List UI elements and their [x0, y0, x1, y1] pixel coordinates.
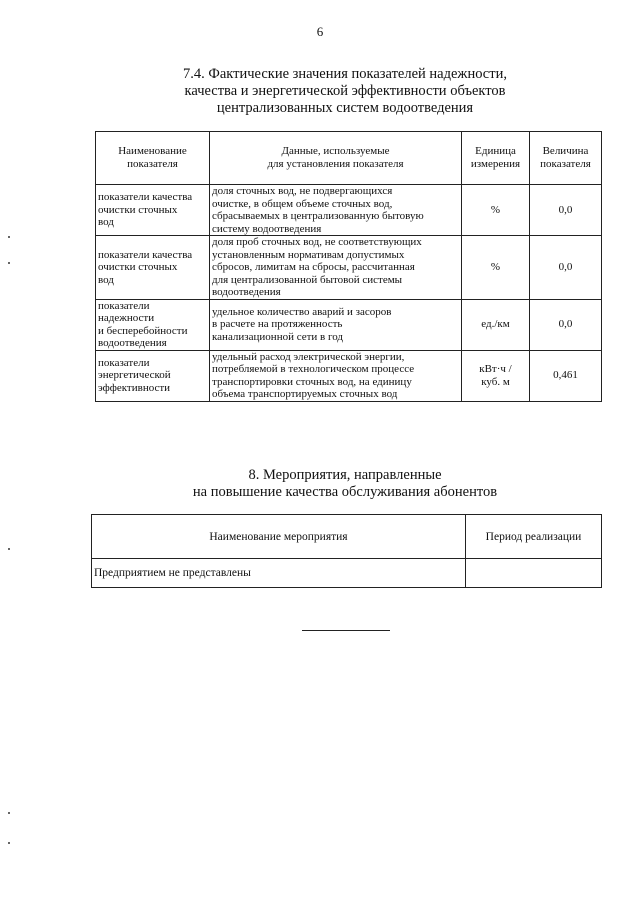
- title-line: 7.4. Фактические значения показателей надежности,: [183, 66, 507, 82]
- cell-line: сбрасываемых в централизованную бытовую: [212, 210, 424, 222]
- cell-line: энергетической: [98, 369, 171, 382]
- indicator-name: [96, 350, 210, 401]
- indicator-unit: [462, 236, 530, 300]
- cell-line: удельное количество аварий и засоров: [212, 305, 392, 318]
- closing-rule: [302, 630, 390, 631]
- header-data: [210, 132, 462, 185]
- page-number: 6: [316, 24, 324, 39]
- cell-line: надежности: [98, 312, 155, 324]
- cell-line: кВт·ч /: [479, 363, 512, 375]
- table-row: [96, 299, 602, 350]
- cell-line: сбросов, лимитам на сбросы, рассчитанная: [212, 261, 415, 273]
- cell-line: показатели качества: [98, 248, 193, 261]
- scan-speck: [8, 262, 10, 264]
- cell-line: очистке, в общем объеме сточных вод,: [212, 197, 393, 210]
- cell-line: транспортировки сточных вод, на единицу: [212, 375, 412, 388]
- title-line: на повышение качества обслуживания абонентов: [192, 484, 498, 500]
- indicator-value: 0,0: [530, 185, 602, 236]
- header-line: Величина: [542, 145, 589, 157]
- cell-line: ед./км: [481, 318, 510, 331]
- table-header-row: [92, 515, 602, 559]
- cell-line: канализационной сети в год: [212, 330, 344, 343]
- section-7-4-title: [90, 66, 600, 117]
- cell-line: потребляемой в технологическом процессе: [212, 363, 415, 375]
- header-value: [530, 132, 602, 185]
- cell-line: систему водоотведения: [212, 222, 322, 235]
- indicator-name: [96, 299, 210, 350]
- indicators-table: [95, 131, 602, 402]
- measure-name: Предприятием не представлены: [92, 559, 466, 588]
- indicator-value: 0,0: [530, 236, 602, 300]
- header-line: измерения: [470, 158, 521, 170]
- header-line: Единица: [475, 145, 516, 157]
- indicator-unit: [462, 299, 530, 350]
- header-name: [96, 132, 210, 185]
- cell-line: удельный расход электрической энергии,: [212, 350, 405, 363]
- header-line: Наименование: [118, 145, 187, 157]
- cell-line: очистки сточных: [98, 203, 178, 216]
- cell-line: показатели: [98, 356, 150, 369]
- cell-line: вод: [98, 216, 114, 229]
- header-line: показателя: [540, 158, 591, 170]
- indicator-description: [210, 299, 462, 350]
- header-period: Период реализации: [466, 515, 602, 559]
- scan-speck: [8, 812, 10, 814]
- cell-line: в расчете на протяженность: [212, 318, 343, 331]
- table-row: [96, 185, 602, 236]
- cell-line: объема транспортируемых сточных вод: [212, 388, 398, 400]
- cell-line: водоотведения: [98, 337, 167, 349]
- table-row: [96, 350, 602, 401]
- section-8-title: [90, 467, 600, 501]
- indicator-value: 0,461: [530, 350, 602, 401]
- table-header-row: [96, 132, 602, 185]
- title-line: 8. Мероприятия, направленные: [248, 467, 442, 483]
- cell-line: %: [490, 203, 501, 216]
- scan-speck: [8, 842, 10, 844]
- cell-line: вод: [98, 273, 114, 286]
- header-unit: [462, 132, 530, 185]
- cell-line: эффективности: [98, 381, 171, 394]
- measures-table: [91, 514, 602, 588]
- indicator-name: [96, 236, 210, 300]
- indicator-value: 0,0: [530, 299, 602, 350]
- cell-line: доля проб сточных вод, не соответствующих: [212, 236, 422, 248]
- cell-line: куб. м: [481, 375, 510, 388]
- indicator-description: [210, 236, 462, 300]
- header-line: показателя: [127, 158, 178, 170]
- cell-line: водоотведения: [212, 286, 281, 298]
- header-line: Данные, используемые: [281, 145, 390, 157]
- table-row: [92, 559, 602, 588]
- cell-line: показатели: [98, 299, 150, 312]
- indicator-description: [210, 185, 462, 236]
- cell-line: показатели качества: [98, 191, 193, 204]
- scan-speck: [8, 548, 10, 550]
- header-measure: Наименование мероприятия: [92, 515, 466, 559]
- cell-line: и бесперебойности: [98, 324, 188, 337]
- cell-line: установленным нормативам допустимых: [212, 248, 405, 261]
- cell-line: очистки сточных: [98, 261, 178, 273]
- indicator-unit: [462, 185, 530, 236]
- title-line: централизованных систем водоотведения: [216, 100, 474, 116]
- indicator-unit: [462, 350, 530, 401]
- scan-speck: [8, 236, 10, 238]
- measure-period: [466, 559, 602, 588]
- cell-line: %: [490, 261, 501, 273]
- table-row: [96, 236, 602, 300]
- title-line: качества и энергетической эффективности объектов: [184, 83, 506, 99]
- cell-line: для централизованной бытовой системы: [212, 273, 403, 286]
- indicator-name: [96, 185, 210, 236]
- cell-line: доля сточных вод, не подвергающихся: [212, 185, 393, 197]
- header-line: для установления показателя: [267, 158, 404, 170]
- indicator-description: [210, 350, 462, 401]
